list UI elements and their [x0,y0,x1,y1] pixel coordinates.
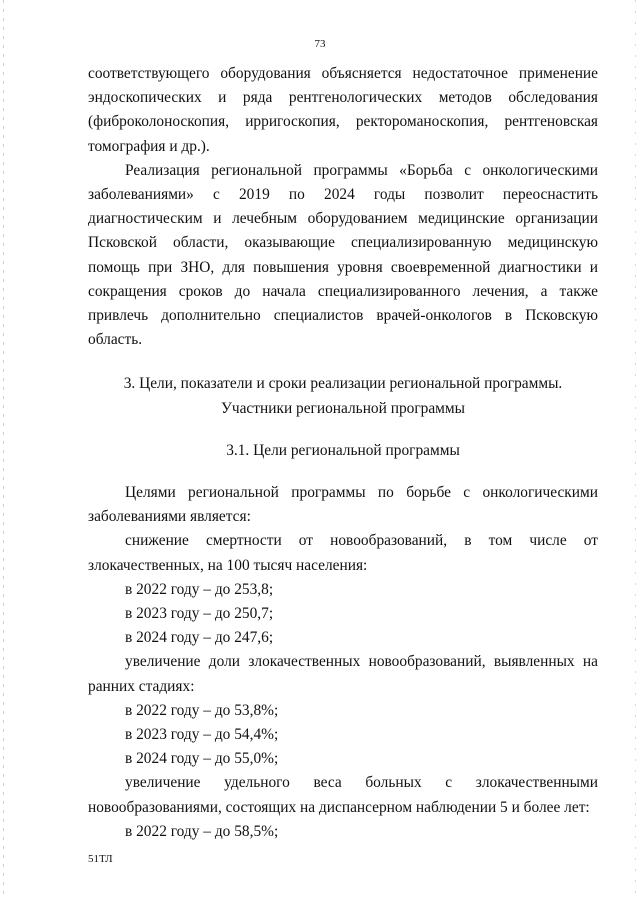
goals-intro: Целями региональной программы по борьбе с онкологическими заболеваниями является: [88,484,598,526]
goal-long-observation: увеличение удельного веса больных с злокачественными новообразованиями, состоящих на диспансерном наблюдении 5 и более лет: [88,774,598,816]
goal-mortality-item: в 2024 году – до 247,6; [125,629,274,647]
goal-early-detection: увеличение доли злокачественных новообразований, выявленных на ранних стадиях: [88,653,598,695]
goal-mortality-item: в 2022 году – до 253,8; [125,580,274,598]
paragraph-equipment: соответствующего оборудования объясняется недостаточное применение эндоскопических и ряда рентгенологических методов обследования (фиброколоноскопия, ирригоскопия, ректороманоскопия, рентгеновская томография и др.). [88,65,598,155]
goal-early-detection-item: в 2022 году – до 53,8%; [125,701,279,719]
subsection-heading: 3.1. Цели региональной программы [226,441,460,459]
goal-long-observation-item: в 2022 году – до 58,5%; [125,822,279,840]
section-heading-line1: 3. Цели, показатели и сроки реализации региональной программы. [123,375,563,393]
spacer [88,421,598,439]
paragraph-program-realization: Реализация региональной программы «Борьба с онкологическими заболеваниями» с 2019 по 2024 годы позволит переоснастить диагностическим и лечебным оборудованием медицинские организации Псковской области, оказывающие специализированную медицинскую помощь при ЗНО, для повышения уровня своевременной диагностики и сокращения сроков до начала специализированного лечения, а также привлечь дополнительно специалистов врачей-онкологов в Псковскую область. [88,161,598,349]
goal-mortality: снижение смертности от новообразований, в том числе от злокачественных, на 100 тысяч населения: [88,532,598,574]
document-body [88,62,598,844]
section-heading-line2: Участники региональной программы [220,399,466,417]
footer-code: 51ТЛ [88,853,113,865]
scan-edge-right [635,0,636,899]
page-number: 73 [314,38,326,50]
goal-early-detection-item: в 2024 году – до 55,0%; [125,750,279,768]
scan-edge-left [3,0,4,899]
goal-early-detection-item: в 2023 году – до 54,4%; [125,726,279,744]
spacer [88,463,598,481]
spacer [88,352,598,372]
goal-mortality-item: в 2023 году – до 250,7; [125,605,274,623]
